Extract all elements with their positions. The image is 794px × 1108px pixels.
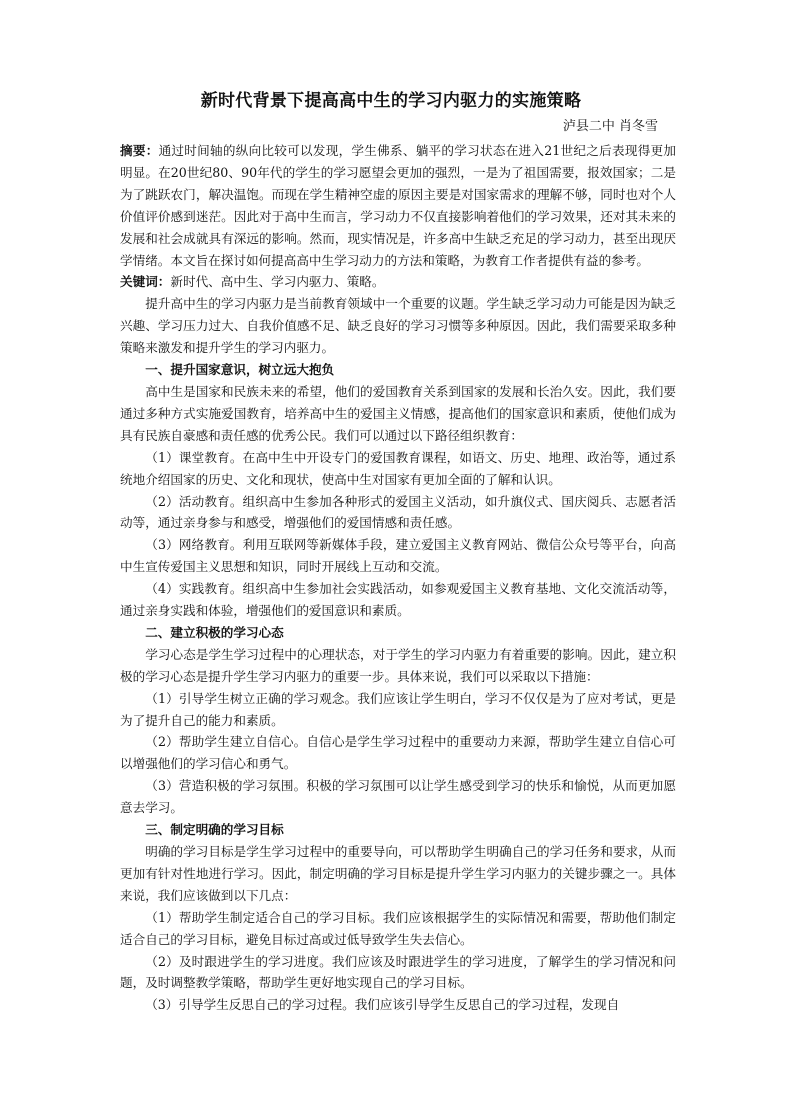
list-item-paragraph: （3）网络教育。利用互联网等新媒体手段，建立爱国主义教育网站、微信公众号等平台，向高中生宣传爱国主义思想和知识，同时开展线上互动和交流。 [120, 537, 676, 575]
abstract-paragraph [120, 140, 676, 271]
section-heading: 三、制定明确的学习目标 [145, 822, 284, 838]
list-item-paragraph: （1）课堂教育。在高中生中开设专门的爱国教育课程，如语文、历史、地理、政治等，通过系统地介绍国家的历史、文化和现状，使高中生对国家有更加全面的了解和认识。 [120, 449, 676, 487]
section-intro-paragraph: 高中生是国家和民族未来的希望，他们的爱国教育关系到国家的发展和长治久安。因此，我们要通过多种方式实施爱国教育，培养高中生的爱国主义情感，提高他们的国家意识和素质，使他们成为具有民族自豪感和责任感的优秀公民。我们可以通过以下路径组织教育： [120, 383, 676, 443]
intro-paragraph: 提升高中生的学习内驱力是当前教育领域中一个重要的议题。学生缺乏学习动力可能是因为缺乏兴趣、学习压力过大、自我价值感不足、缺乏良好的学习习惯等多种原因。因此，我们需要采取多种策略来激发和提升学生的学习内驱力。 [120, 296, 676, 356]
section-heading: 二、建立积极的学习心态 [145, 624, 284, 640]
list-item-paragraph: （2）及时跟进学生的学习进度。我们应该及时跟进学生的学习进度，了解学生的学习情况和问题，及时调整教学策略，帮助学生更好地实现自己的学习目标。 [120, 953, 676, 991]
section-heading: 一、提升国家意识，树立远大抱负 [145, 362, 335, 378]
abstract-text: 通过时间轴的纵向比较可以发现，学生佛系、躺平的学习状态在进入21世纪之后表现得更加明显。在20世纪80、90年代的学生的学习愿望会更加的强烈，一是为了祖国需要，报效国家；二是为了跳跃农门，解决温饱。而现在学生精神空虚的原因主要是对国家需求的理解不够，同时也对个人价值评价感到迷茫。因此对于高中生而言，学习动力不仅直接影响着他们的学习效果，还对其未来的发展和社会成就具有深远的影响。然而，现实情况是，许多高中生缺乏充足的学习动力，甚至出现厌学情绪。本文旨在探讨如何提高高中生学习动力的方法和策略，为教育工作者提供有益的参考。 [120, 143, 677, 268]
list-item-paragraph: （2）帮助学生建立自信心。自信心是学生学习过程中的重要动力来源，帮助学生建立自信心可以增强他们的学习信心和勇气。 [120, 734, 676, 772]
author-line: 泸县二中 肖冬雪 [562, 119, 658, 134]
document-body [120, 90, 676, 1016]
keywords-paragraph [120, 271, 676, 293]
list-item-paragraph: （1）引导学生树立正确的学习观念。我们应该让学生明白，学习不仅仅是为了应对考试，更是为了提升自己的能力和素质。 [120, 690, 676, 728]
abstract-label: 摘要： [120, 143, 159, 158]
list-item-paragraph: （1）帮助学生制定适合自己的学习目标。我们应该根据学生的实际情况和需要，帮助他们制定适合自己的学习目标，避免目标过高或过低导致学生失去信心。 [120, 909, 676, 947]
section-intro-paragraph: 学习心态是学生学习过程中的心理状态，对于学生的学习内驱力有着重要的影响。因此，建立积极的学习心态是提升学生学习内驱力的重要一步。具体来说，我们可以采取以下措施： [120, 646, 676, 684]
list-item-paragraph: （3）营造积极的学习氛围。积极的学习氛围可以让学生感受到学习的快乐和愉悦，从而更加愿意去学习。 [120, 778, 676, 816]
section-intro-paragraph: 明确的学习目标是学生学习过程中的重要导向，可以帮助学生明确自己的学习任务和要求，从而更加有针对性地进行学习。因此，制定明确的学习目标是提升学生学习内驱力的关键步骤之一。具体来说，我们应该做到以下几点： [120, 844, 676, 903]
document-title: 新时代背景下提高高中生的学习内驱力的实施策略 [200, 91, 582, 111]
list-item-paragraph: （2）活动教育。组织高中生参加各种形式的爱国主义活动，如升旗仪式、国庆阅兵、志愿者活动等，通过亲身参与和感受，增强他们的爱国情感和责任感。 [120, 493, 676, 531]
keywords-label: 关键词： [120, 274, 171, 290]
keywords-text: 新时代、高中生、学习内驱力、策略。 [170, 274, 385, 290]
list-item-paragraph: （3）引导学生反思自己的学习过程。我们应该引导学生反思自己的学习过程，发现自 [145, 997, 620, 1013]
list-item-paragraph: （4）实践教育。组织高中生参加社会实践活动，如参观爱国主义教育基地、文化交流活动等，通过亲身实践和体验，增强他们的爱国意识和素质。 [120, 581, 676, 619]
